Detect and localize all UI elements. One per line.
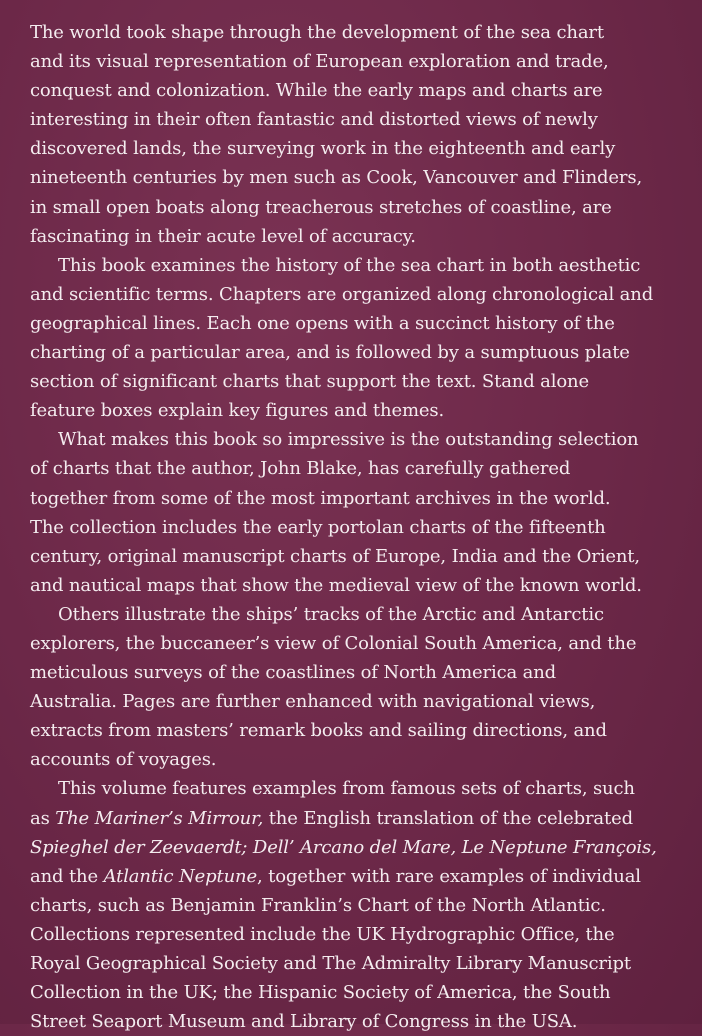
paragraph-2: This book examines the history of the sea chart in both aesthetic and scientific terms. Chapters are organized along chronological and geographical lines. Each one opens with a succinct history of the charting of a particular area, and is followed by a sumptuous plate section of significant charts that support the text. Stand alone feature boxes explain key figures and themes. xyxy=(30,254,654,422)
paragraph-5-text: the English translation of the celebrated xyxy=(268,807,633,829)
title-atlantic-neptune: Atlantic Neptune xyxy=(103,865,257,887)
paragraph-5 xyxy=(30,774,680,1036)
title-spieghel-arcano-neptune: Spieghel der Zeevaerdt; Dell’ Arcano del Mare, Le Neptune François, xyxy=(30,836,657,858)
paragraph-4: Others illustrate the ships’ tracks of the Arctic and Antarctic explorers, the buccaneer’s view of Colonial South America, and the meticulous surveys of the coastlines of North America and Australia. Pages are further enhanced with navigational views, extracts from masters’ remark books and sailing directions, and accounts of voyages. xyxy=(30,603,637,771)
blurb-text xyxy=(30,18,680,1036)
paragraph-3: What makes this book so impressive is the outstanding selection of charts that the author, John Blake, has carefully gathered together from some of the most important archives in the world. The collection includes the early portolan charts of the fifteenth century, original manuscript charts of Europe, India and the Orient, and nautical maps that show the medieval view of the known world. xyxy=(30,429,642,596)
paragraph-5-text: and the xyxy=(30,865,98,887)
title-mariners-mirrour: The Mariner’s Mirrour, xyxy=(55,807,264,829)
paragraph-5-text: , together with rare examples of individual charts, such as Benjamin Franklin’s Chart of the North Atlantic. Collections represented include the UK Hydrographic Office, the Royal Geographical Society and The Admiralty Library Manuscript Collection in the UK; the Hispanic Society of America, the South Street Seaport Museum and Library of Congress in the USA. xyxy=(30,865,641,1033)
paragraph-5-text: This volume features examples from famous sets of charts, such as xyxy=(30,778,635,829)
paragraph-1: The world took shape through the development of the sea chart and its visual representation of European exploration and trade, conquest and colonization. While the early maps and charts are interesting in their often fantastic and distorted views of newly discovered lands, the surveying work in the eighteenth and early nineteenth centuries by men such as Cook, Vancouver and Flinders, in small open boats along treacherous stretches of coastline, are fascinating in their acute level of accuracy. xyxy=(30,22,643,247)
